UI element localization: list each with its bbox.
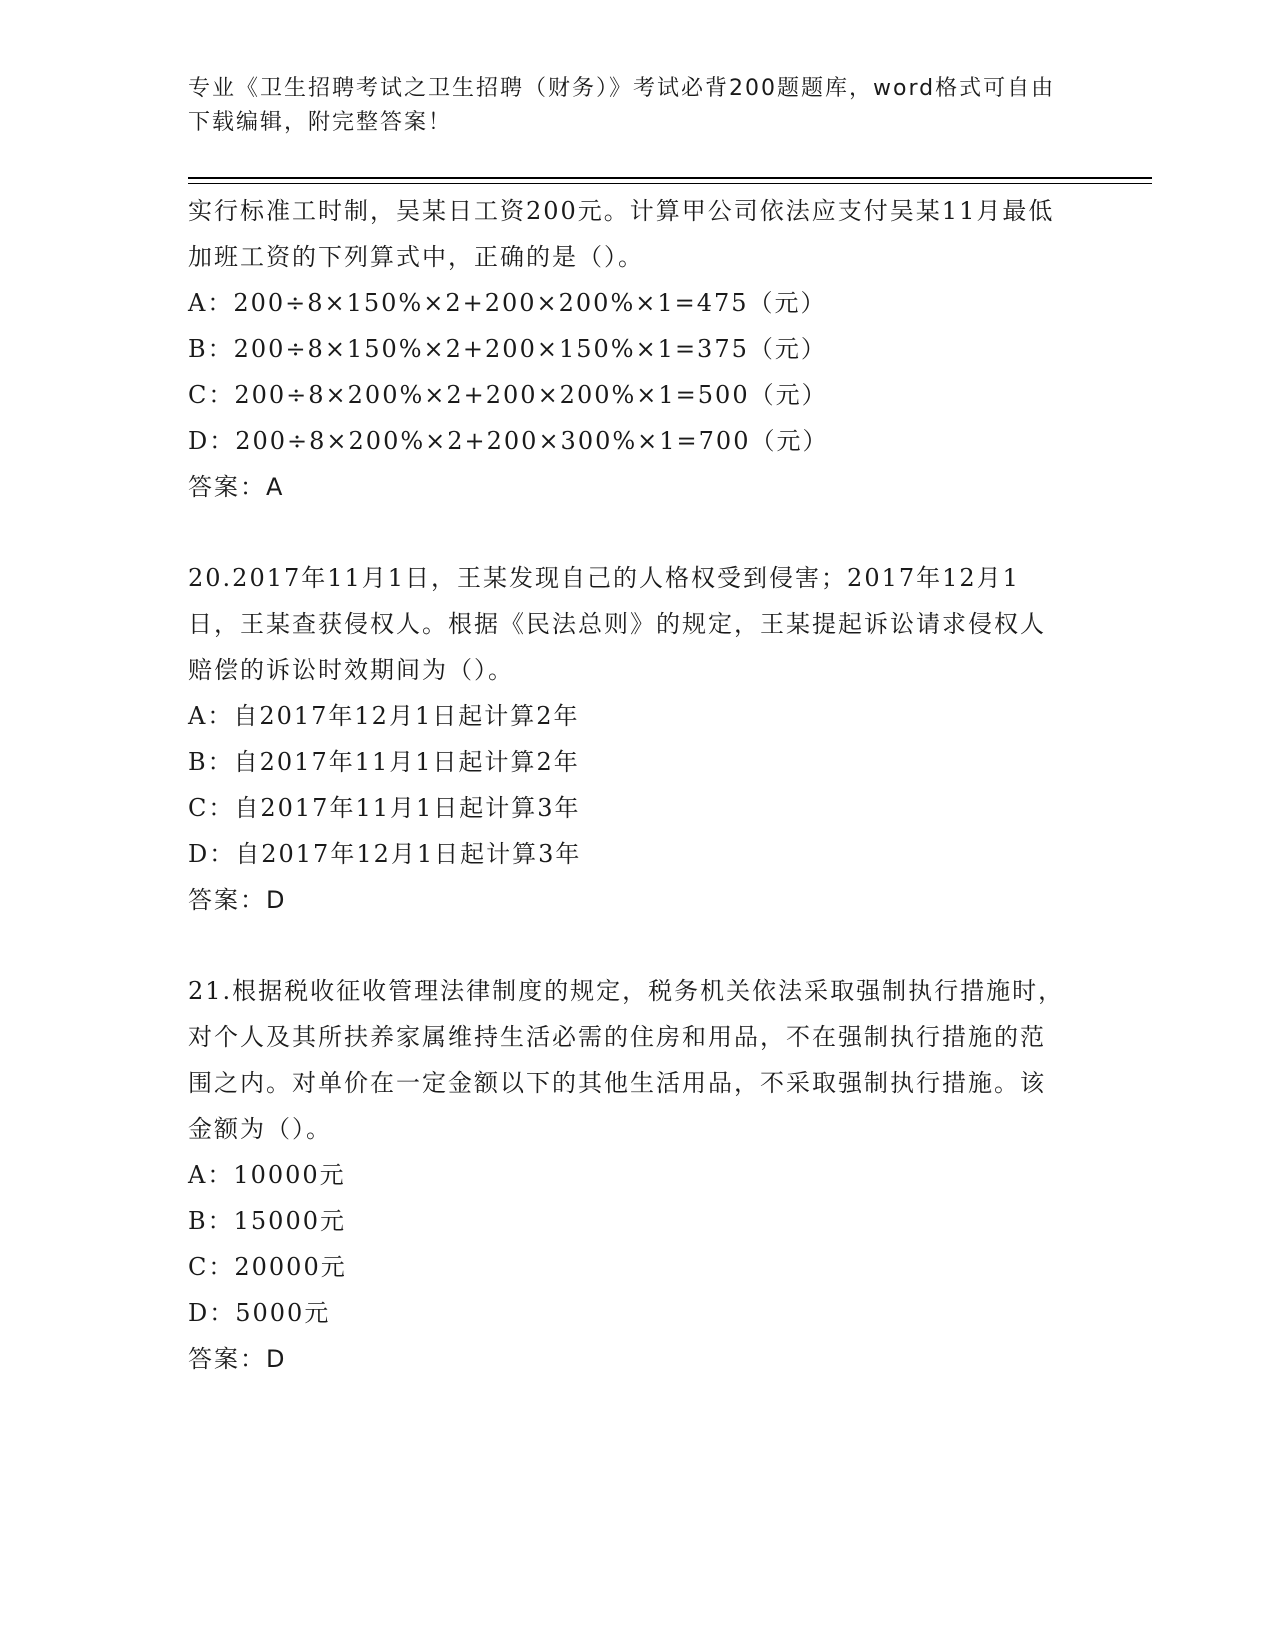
option-b: B：15000元 [188,1207,346,1235]
option-b: B：200÷8×150%×2+200×150%×1=375（元） [188,335,827,363]
option-a: A：10000元 [188,1161,346,1189]
answer: 答案：D [188,1345,287,1373]
option-b: B：自2017年11月1日起计算2年 [188,748,580,776]
option-a: A：自2017年12月1日起计算2年 [188,702,580,730]
option-c: C：200÷8×200%×2+200×200%×1=500（元） [188,381,828,409]
question-21 [188,968,1068,1382]
option-d: D：5000元 [188,1299,331,1327]
question-19 [188,188,1068,510]
option-d: D：自2017年12月1日起计算3年 [188,840,582,868]
option-d: D：200÷8×200%×2+200×300%×1=700（元） [188,427,829,455]
option-c: C：20000元 [188,1253,347,1281]
header-rule-thick [188,177,1152,179]
header-title: 专业《卫生招聘考试之卫生招聘（财务）》考试必背200题题库，word格式可自由下载编辑，附完整答案！ [188,76,1056,135]
header-rule-thin [188,183,1152,184]
option-c: C：自2017年11月1日起计算3年 [188,794,581,822]
answer: 答案：A [188,473,285,501]
answer: 答案：D [188,886,287,914]
question-text: 20.2017年11月1日，王某发现自己的人格权受到侵害；2017年12月1日，王某查获侵权人。根据《民法总则》的规定，王某提起诉讼请求侵权人赔偿的诉讼时效期间为（）。 [188,564,1046,684]
question-list [188,188,1068,1382]
question-text: 实行标准工时制，吴某日工资200元。计算甲公司依法应支付吴某11月最低加班工资的下列算式中，正确的是（）。 [188,197,1055,271]
document-header [188,72,1068,140]
question-20 [188,555,1068,923]
question-text: 21.根据税收征收管理法律制度的规定，税务机关依法采取强制执行措施时，对个人及其所扶养家属维持生活必需的住房和用品，不在强制执行措施的范围之内。对单价在一定金额以下的其他生活用品，不采取强制执行措施。该金额为（）。 [188,977,1065,1143]
option-a: A：200÷8×150%×2+200×200%×1=475（元） [188,289,827,317]
